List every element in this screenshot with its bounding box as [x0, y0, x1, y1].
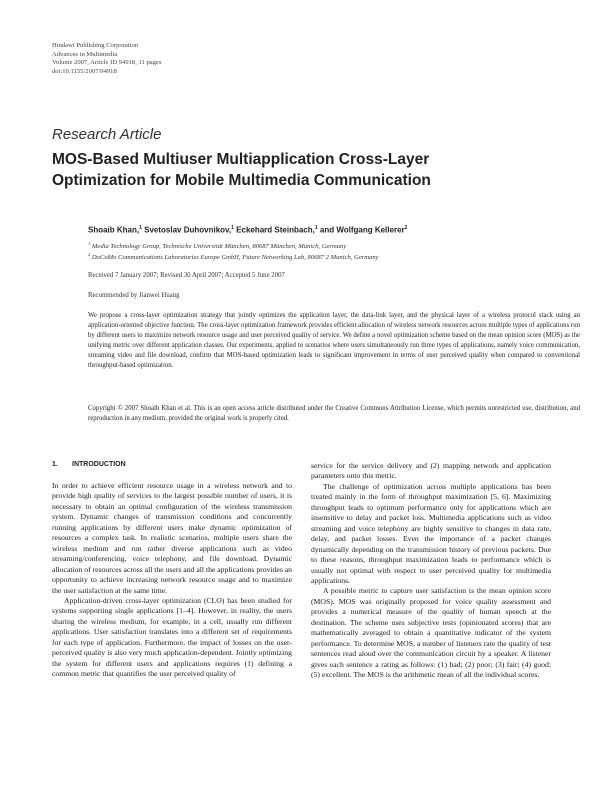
author-name: Eckehard Steinbach,	[236, 225, 315, 235]
author-affil-mark: 1	[139, 225, 142, 231]
affiliation	[88, 252, 379, 261]
title-line: Optimization for Mobile Multimedia Communication	[52, 172, 431, 189]
paper-title	[52, 149, 572, 191]
affil-text: DoCoMo Communications Laboratories Europe GmbH, Future Networking Lab, 80687 2 Munich, Germany	[91, 254, 379, 262]
body-paragraph: service for the service delivery and (2) mapping network and application parameters onto this metric.	[311, 461, 551, 481]
author-affil-mark: 2	[404, 225, 408, 231]
copyright-notice: Copyright © 2007 Shoaib Khan et al. This is an open access article distributed under the Creative Commons Attribution License, which permits unrestricted use, distribution, and reproduction in any medium, provided the original work is properly cited.	[88, 405, 580, 422]
body-paragraph: A possible metric to capture user satisfaction is the mean opinion score (MOS). MOS was originally proposed for voice quality assessment and provides a numerical measure of the quality of human speech at the destination. The scheme uses subjective tests (opinionated scores) that are mathematically averaged to obtain a quantitative indicator of the system performance. To determine MOS, a number of listeners rate the quality of test sentences read aloud over the communication circuit by a speaker. A listener gives each sentence a rating as follows: (1) bad; (2) poor; (3) fair; (4) good; (5) excellent. The MOS is the arithmetic mean of all the individual scores.	[311, 586, 551, 680]
author-affil-mark: 1	[231, 225, 234, 231]
journal-name: Advances in Multimedia	[52, 50, 118, 58]
article-type: Research Article	[52, 126, 162, 143]
body-paragraph: In order to achieve efficient resource usage in a wireless network and to provide high quality of services to the largest possible number of users, it is necessary to obtain an optimal configuration of the wireless transmission system. Dynamic changes of transmission conditions and concurrently running applications by different users make dynamic optimization of resources a complex task. In realistic scenarios, multiple users share the wireless medium and run rather diverse applications such as video streaming/conferencing, voice telephony, and file download. Dynamic allocation of resources across all the users and all the applications provides an opportunity to achieve increasing network resource usage and to maximize the user satisfaction at the same time.	[52, 481, 292, 595]
article-dates: Received 7 January 2007; Revised 30 April 2007; Accepted 5 June 2007	[88, 272, 285, 279]
author-affil-mark: 1	[314, 225, 318, 231]
affil-text: Media Technology Group, Technische Universität München, 80687 München, Munich, Germany	[91, 243, 347, 251]
body-paragraph: The challenge of optimization across multiple applications has been treated mainly in the form of throughput maximization [5, 6]. Maximizing throughput leads to optimum performance only for applications which are insensitive to delay and packet loss. Multimedia applications such as video streaming and voice telephony are highly sensitive to changes in data rate, delay, and packet losses. Even the importance of a packet changes dynamically depending on the transmission history of previous packets. Due to these reasons, throughput maximization leads to performance which is usually not optimal with respect to user perceived quality for multimedia applications.	[311, 481, 551, 585]
body-column-left	[52, 481, 292, 680]
affiliation	[88, 241, 346, 250]
author-name: Shoaib Khan,	[88, 225, 140, 235]
section-heading	[52, 461, 126, 468]
publisher-name: Hindawi Publishing Corporation	[52, 42, 139, 49]
author-name: Svetoslav Duhovnikov,	[144, 225, 232, 235]
affil-mark: 2	[88, 252, 91, 257]
doi: doi:10.1155/2007/94918	[52, 67, 117, 75]
body-column-right	[311, 461, 551, 681]
journal-header	[52, 42, 162, 76]
body-paragraph: Application-driven cross-layer optimization (CLO) has been studied for systems supporting single applications [1–4]. However, in reality, the users sharing the wireless medium, for example, in a cell, usually run different applications. User satisfaction translates into a different set of requirements for each type of application. Furthermore, the impact of losses on the user-perceived quality is also very much application-dependent. Jointly optimizing the system for different users and applications requires (1) defining a common metric that quantifies the user perceived quality of	[52, 595, 292, 679]
volume-info: Volume 2007, Article ID 94918, 11 pages	[52, 59, 162, 67]
section-title: INTRODUCTION	[72, 461, 126, 468]
affil-mark: 1	[88, 241, 91, 246]
title-line: MOS-Based Multiuser Multiapplication Cross-Layer	[52, 151, 430, 168]
author-list	[88, 225, 407, 235]
abstract: We propose a cross-layer optimization strategy that jointly optimizes the application layer, the data-link layer, and the physical layer of a wireless protocol stack using an application-oriented objective function. The cross-layer optimization framework provides efficient allocation of wireless network resources across multiple types of applications run by different users to maximize network resource usage and user perceived quality of service. We define a novel optimization scheme based on the mean opinion score (MOS) as the unifying metric over different application classes. Our experiments, applied to scenarios where users simultaneously run three types of applications, namely voice communication, streaming video and file download, confirm that MOS-based optimization leads to significant improvement in terms of user perceived quality when compared to conventional throughput-based optimization.	[88, 312, 580, 369]
section-number: 1.	[52, 461, 58, 468]
author-name: and Wolfgang Kellerer	[319, 225, 405, 235]
recommended-by: Recommended by Jianwei Huang	[88, 292, 180, 299]
